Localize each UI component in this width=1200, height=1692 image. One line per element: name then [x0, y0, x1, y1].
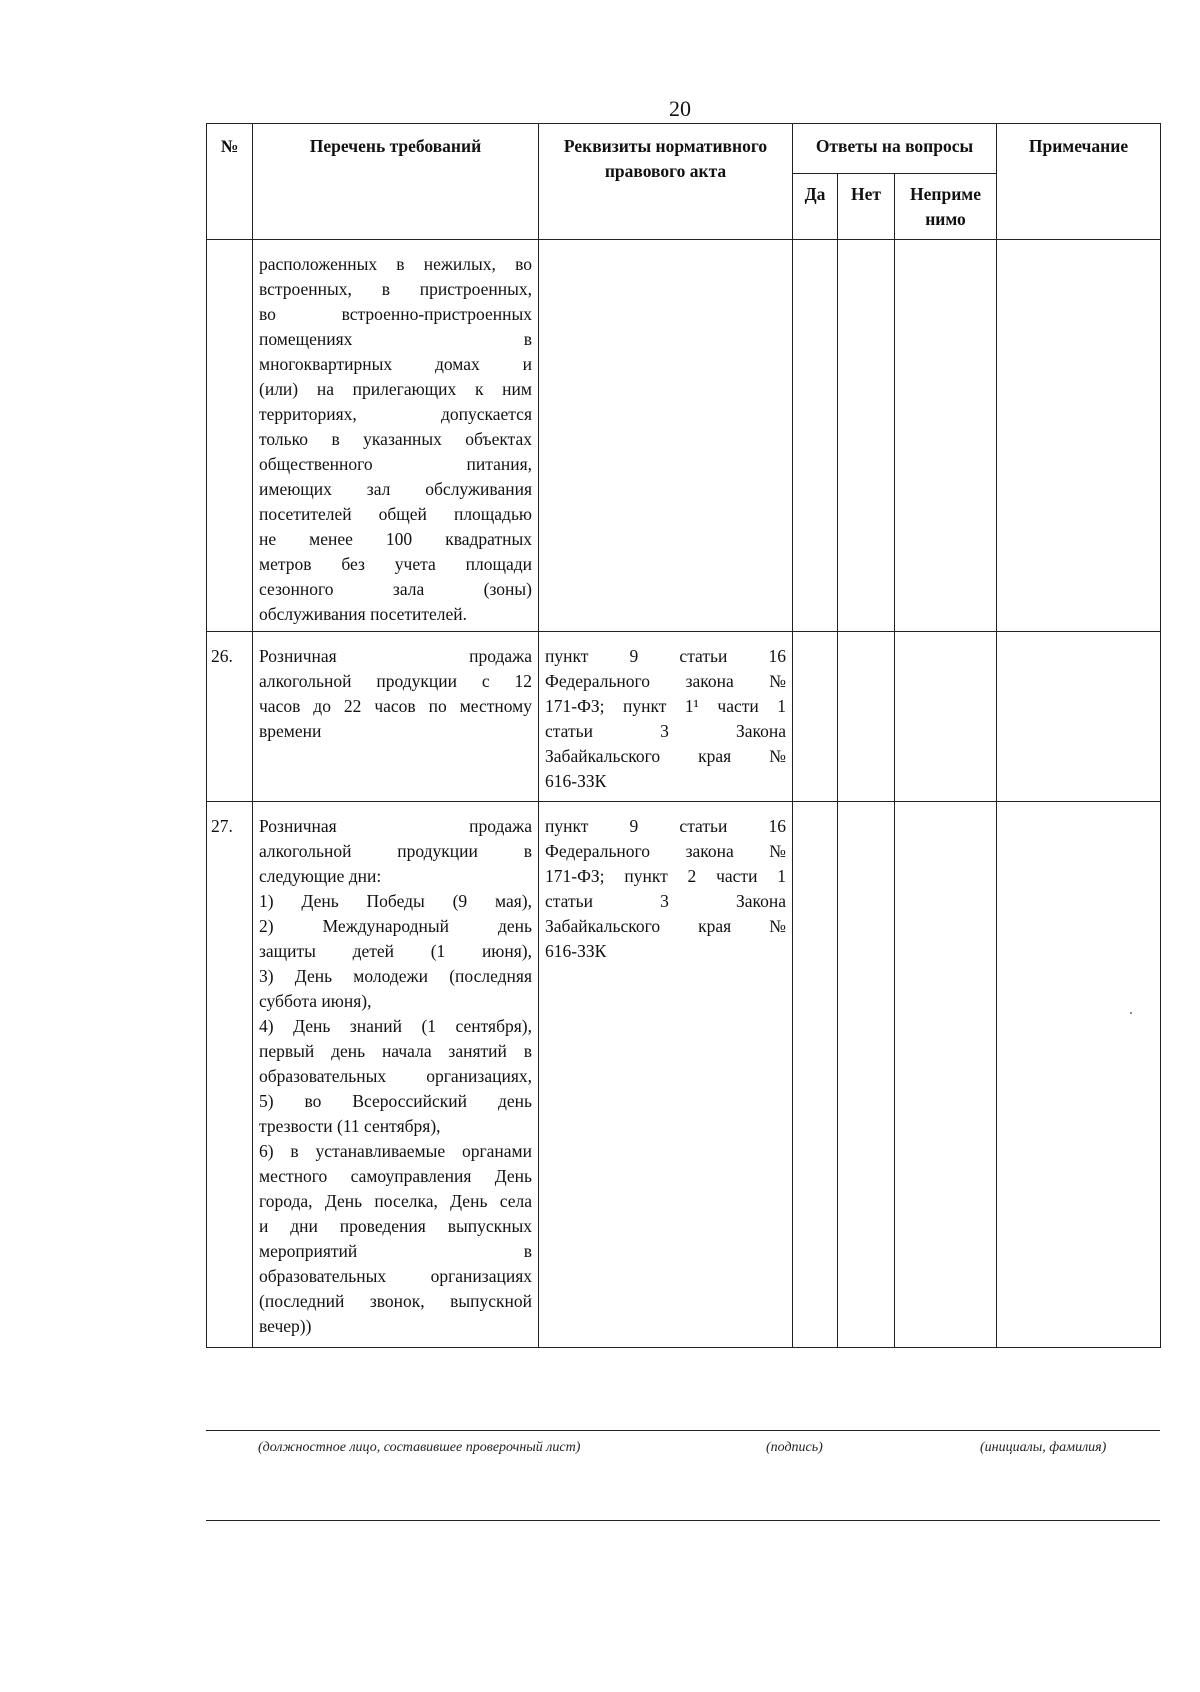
requirement-text-line: образовательных организациях, [259, 1066, 532, 1086]
header-notes: Примечание [997, 124, 1161, 240]
table-row [207, 240, 1161, 632]
answer-yes-cell[interactable] [793, 632, 838, 802]
requirement-text-line: имеющих зал обслуживания [259, 479, 532, 499]
notes-cell[interactable] [997, 632, 1161, 802]
notes-cell[interactable] [997, 802, 1161, 1348]
legal-act-text-line: пункт 9 статьи 16 [545, 816, 786, 836]
requirement-text-line: территориях, допускается [259, 404, 532, 424]
scan-speck [1130, 1012, 1132, 1014]
requirement-text-line: 1) День Победы (9 мая), [259, 891, 532, 911]
requirement-text-line: местного самоуправления День [259, 1166, 532, 1186]
requirement-text [253, 632, 539, 802]
table-row [207, 802, 1161, 1348]
header-legal-act: Реквизиты нормативного правового акта [539, 124, 793, 240]
legal-act-text-line: Федерального закона № [545, 841, 786, 861]
requirement-text-line: защиты детей (1 июня), [259, 941, 532, 961]
answer-na-cell[interactable] [895, 802, 997, 1348]
checklist-table [206, 123, 1161, 1348]
signature-line [206, 1430, 1160, 1431]
requirement-text-line: (или) на прилегающих к ним [259, 379, 532, 399]
caption-name: (инициалы, фамилия) [980, 1440, 1107, 1455]
answer-yes-cell[interactable] [793, 240, 838, 632]
requirement-text-line: встроенных, в пристроенных, [259, 279, 532, 299]
legal-act-text-line: статьи 3 Закона [545, 721, 786, 741]
requirement-text-line: многоквартирных домах и [259, 354, 532, 374]
requirement-text-line: общественного питания, [259, 454, 532, 474]
requirement-text-line: образовательных организациях [259, 1266, 532, 1286]
header-not-applicable: Неприме нимо [895, 174, 997, 240]
row-number: 26. [207, 632, 253, 802]
requirement-text-line: сезонного зала (зоны) [259, 579, 532, 599]
requirement-text-line: часов до 22 часов по местному [259, 696, 532, 716]
requirement-text-line: 2) Международный день [259, 916, 532, 936]
legal-act-text-line: пункт 9 статьи 16 [545, 646, 786, 666]
requirement-text-line: Розничная продажа [259, 816, 532, 836]
answer-no-cell[interactable] [838, 802, 895, 1348]
requirement-text-line: метров без учета площади [259, 554, 532, 574]
requirement-text-line: 5) во Всероссийский день [259, 1091, 532, 1111]
requirement-text-line: времени [259, 721, 322, 741]
requirement-text-line: и дни проведения выпускных [259, 1216, 532, 1236]
requirement-text-line: города, День поселка, День села [259, 1191, 532, 1211]
requirement-text-line: не менее 100 квадратных [259, 529, 532, 549]
caption-official: (должностное лицо, составившее проверочный лист) [258, 1440, 581, 1455]
page-number: 20 [669, 96, 691, 121]
answer-na-cell[interactable] [895, 240, 997, 632]
legal-act-text [539, 802, 793, 1348]
caption-signature: (подпись) [766, 1440, 823, 1455]
answer-yes-cell[interactable] [793, 802, 838, 1348]
requirement-text-line: алкогольной продукции в [259, 841, 532, 861]
requirement-text-line: суббота июня), [259, 991, 372, 1011]
legal-act-text-line: Федерального закона № [545, 671, 786, 691]
requirement-text-line: во встроенно-пристроенных [259, 304, 532, 324]
requirement-text-line: обслуживания посетителей. [259, 604, 468, 624]
requirement-text-line: (последний звонок, выпускной [259, 1291, 532, 1311]
requirement-text-line: Розничная продажа [259, 646, 532, 666]
requirement-text [253, 802, 539, 1348]
answer-no-cell[interactable] [838, 240, 895, 632]
requirement-text-line: первый день начала занятий в [259, 1041, 532, 1061]
requirement-text-line: только в указанных объектах [259, 429, 532, 449]
legal-act-text-line: 171-ФЗ; пункт 2 части 1 [545, 866, 786, 886]
requirement-text-line: вечер)) [259, 1316, 312, 1336]
requirement-text-line: помещениях в [259, 329, 532, 349]
row-number [207, 240, 253, 632]
legal-act-text-line: 616-ЗЗК [545, 941, 607, 961]
requirement-text-line: мероприятий в [259, 1241, 532, 1261]
legal-act-text-line: 616-ЗЗК [545, 771, 607, 791]
second-signature-line [206, 1520, 1160, 1521]
header-no: Нет [838, 174, 895, 240]
legal-act-text-line: Забайкальского края № [545, 746, 786, 766]
requirement-text-line: расположенных в нежилых, во [259, 254, 532, 274]
requirement-text-line: 6) в устанавливаемые органами [259, 1141, 532, 1161]
requirement-text-line: алкогольной продукции с 12 [259, 671, 532, 691]
requirement-text-line: посетителей общей площадью [259, 504, 532, 524]
requirement-text-line: следующие дни: [259, 866, 382, 886]
legal-act-text-line: 171-ФЗ; пункт 1¹ части 1 [545, 696, 786, 716]
legal-act-text-line: статьи 3 Закона [545, 891, 786, 911]
notes-cell[interactable] [997, 240, 1161, 632]
requirement-text-line: трезвости (11 сентября), [259, 1116, 441, 1136]
answer-no-cell[interactable] [838, 632, 895, 802]
requirement-text-line: 4) День знаний (1 сентября), [259, 1016, 532, 1036]
legal-act-text [539, 632, 793, 802]
requirement-text-line: 3) День молодежи (последняя [259, 966, 532, 986]
row-number: 27. [207, 802, 253, 1348]
requirement-text [253, 240, 539, 632]
answer-na-cell[interactable] [895, 632, 997, 802]
header-yes: Да [793, 174, 838, 240]
table-row [207, 632, 1161, 802]
legal-act-text [539, 240, 793, 632]
header-answers: Ответы на вопросы [793, 124, 997, 174]
legal-act-text-line: Забайкальского края № [545, 916, 786, 936]
header-requirements: Перечень требований [253, 124, 539, 240]
header-number: № [207, 124, 253, 240]
